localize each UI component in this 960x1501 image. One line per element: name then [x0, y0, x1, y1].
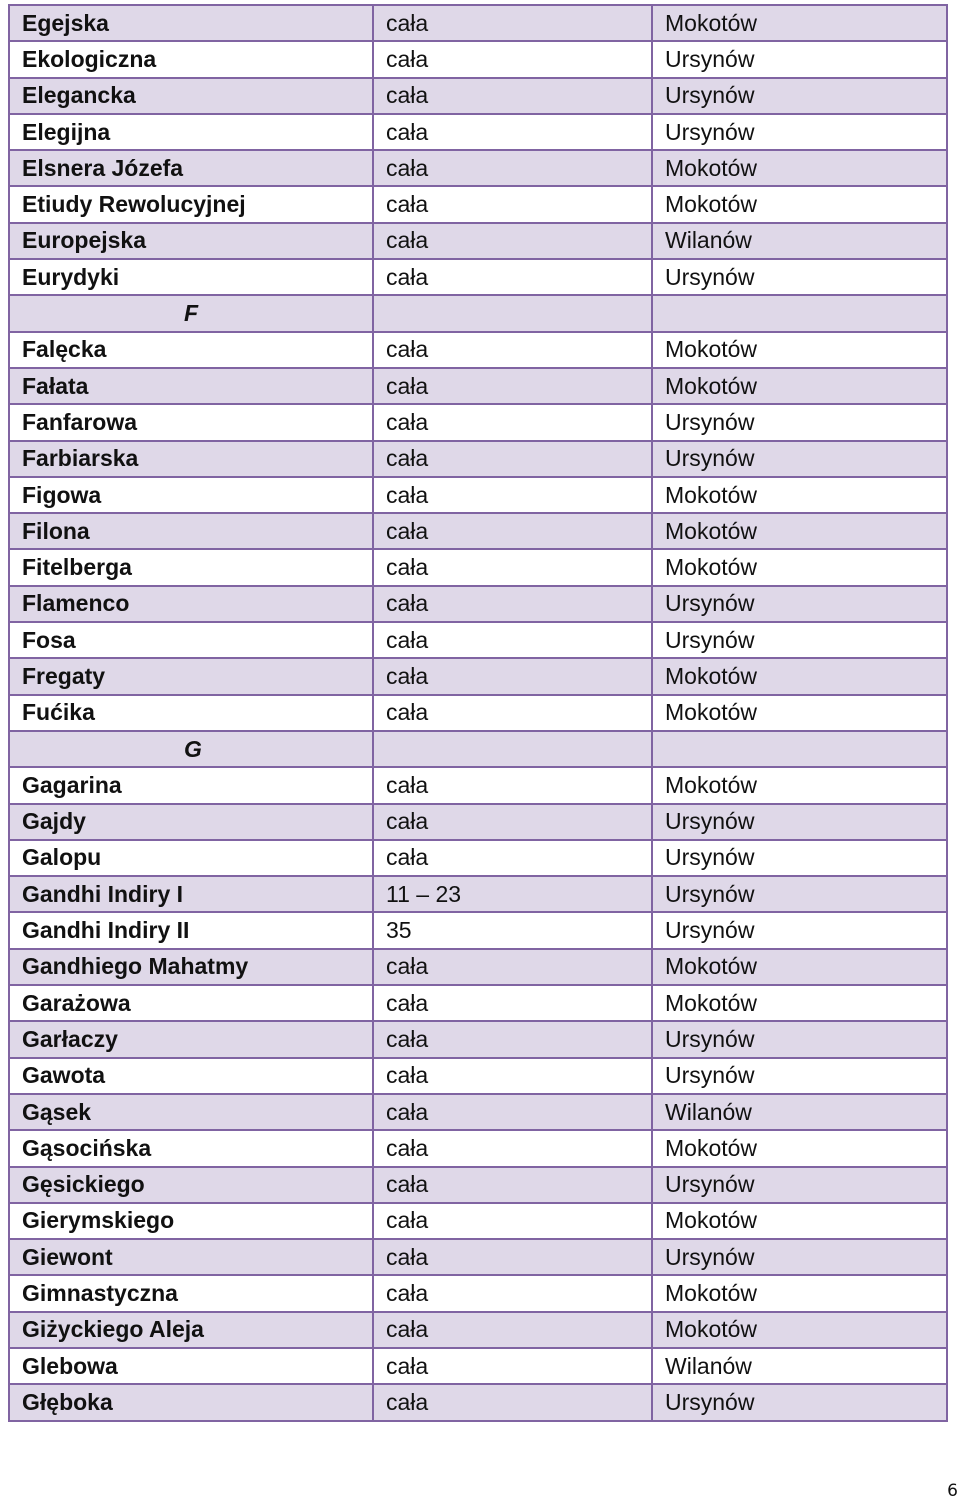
number-range-cell: cała — [373, 223, 652, 259]
table-row — [9, 114, 947, 150]
street-name-cell: Fitelberga — [9, 549, 373, 585]
table-row — [9, 912, 947, 948]
district-cell: Mokotów — [652, 1203, 947, 1239]
street-name-cell: Elegancka — [9, 78, 373, 114]
number-range-cell: cała — [373, 1058, 652, 1094]
number-range-cell: cała — [373, 404, 652, 440]
number-range-cell: cała — [373, 78, 652, 114]
street-name-cell: Fućika — [9, 695, 373, 731]
district-cell: Mokotów — [652, 658, 947, 694]
district-cell: Ursynów — [652, 1021, 947, 1057]
empty-cell — [373, 295, 652, 331]
table-row — [9, 767, 947, 803]
table-row — [9, 549, 947, 585]
street-district-table — [8, 4, 948, 1422]
street-name-cell: Elsnera Józefa — [9, 150, 373, 186]
number-range-cell: cała — [373, 622, 652, 658]
district-cell: Wilanów — [652, 1094, 947, 1130]
street-name-cell: Europejska — [9, 223, 373, 259]
street-name-cell: Eurydyki — [9, 259, 373, 295]
number-range-cell: cała — [373, 477, 652, 513]
street-name-cell: Garłaczy — [9, 1021, 373, 1057]
district-cell: Ursynów — [652, 78, 947, 114]
table-row — [9, 586, 947, 622]
district-cell: Ursynów — [652, 804, 947, 840]
district-cell: Ursynów — [652, 114, 947, 150]
empty-cell — [373, 731, 652, 767]
street-name-cell: Gawota — [9, 1058, 373, 1094]
number-range-cell: cała — [373, 1384, 652, 1420]
table-row — [9, 368, 947, 404]
street-name-cell: Gierymskiego — [9, 1203, 373, 1239]
district-cell: Wilanów — [652, 1348, 947, 1384]
street-name-cell: Garażowa — [9, 985, 373, 1021]
district-cell: Mokotów — [652, 549, 947, 585]
number-range-cell: cała — [373, 949, 652, 985]
empty-cell — [652, 295, 947, 331]
table-row — [9, 1130, 947, 1166]
street-name-cell: Gąsek — [9, 1094, 373, 1130]
street-name-cell: Falęcka — [9, 332, 373, 368]
table-body — [9, 5, 947, 1421]
table-row — [9, 1167, 947, 1203]
street-name-cell: Giżyckiego Aleja — [9, 1312, 373, 1348]
street-name-cell: Giewont — [9, 1239, 373, 1275]
letter-heading: G — [9, 731, 373, 767]
number-range-cell: cała — [373, 1239, 652, 1275]
number-range-cell: cała — [373, 441, 652, 477]
number-range-cell: cała — [373, 1021, 652, 1057]
street-name-cell: Gagarina — [9, 767, 373, 803]
table-row — [9, 695, 947, 731]
number-range-cell: cała — [373, 513, 652, 549]
district-cell: Ursynów — [652, 876, 947, 912]
street-name-cell: Farbiarska — [9, 441, 373, 477]
district-cell: Ursynów — [652, 586, 947, 622]
number-range-cell: cała — [373, 985, 652, 1021]
street-name-cell: Fałata — [9, 368, 373, 404]
number-range-cell: cała — [373, 5, 652, 41]
street-name-cell: Głęboka — [9, 1384, 373, 1420]
table-row — [9, 186, 947, 222]
number-range-cell: cała — [373, 1094, 652, 1130]
table-row — [9, 1384, 947, 1420]
district-cell: Mokotów — [652, 332, 947, 368]
street-name-cell: Etiudy Rewolucyjnej — [9, 186, 373, 222]
district-cell: Mokotów — [652, 949, 947, 985]
district-cell: Mokotów — [652, 1312, 947, 1348]
table-row — [9, 404, 947, 440]
district-cell: Ursynów — [652, 404, 947, 440]
street-name-cell: Filona — [9, 513, 373, 549]
district-cell: Ursynów — [652, 1167, 947, 1203]
number-range-cell: cała — [373, 332, 652, 368]
table-row — [9, 1094, 947, 1130]
street-name-cell: Gąsocińska — [9, 1130, 373, 1166]
page-number: 6 — [947, 1481, 958, 1501]
number-range-cell: cała — [373, 1203, 652, 1239]
street-name-cell: Gandhiego Mahatmy — [9, 949, 373, 985]
table-row — [9, 840, 947, 876]
table-row — [9, 804, 947, 840]
number-range-cell: cała — [373, 1167, 652, 1203]
number-range-cell: cała — [373, 767, 652, 803]
district-cell: Ursynów — [652, 840, 947, 876]
number-range-cell: cała — [373, 1312, 652, 1348]
street-name-cell: Fanfarowa — [9, 404, 373, 440]
number-range-cell: cała — [373, 658, 652, 694]
district-cell: Mokotów — [652, 5, 947, 41]
district-cell: Ursynów — [652, 41, 947, 77]
street-name-cell: Flamenco — [9, 586, 373, 622]
number-range-cell: 11 – 23 — [373, 876, 652, 912]
table-row — [9, 441, 947, 477]
district-cell: Mokotów — [652, 767, 947, 803]
number-range-cell: cała — [373, 259, 652, 295]
district-cell: Mokotów — [652, 513, 947, 549]
district-cell: Ursynów — [652, 1058, 947, 1094]
district-cell: Mokotów — [652, 1275, 947, 1311]
number-range-cell: cała — [373, 114, 652, 150]
number-range-cell: cała — [373, 41, 652, 77]
number-range-cell: cała — [373, 1275, 652, 1311]
district-cell: Mokotów — [652, 368, 947, 404]
district-cell: Mokotów — [652, 985, 947, 1021]
table-row — [9, 985, 947, 1021]
table-row — [9, 1312, 947, 1348]
table-row — [9, 1348, 947, 1384]
district-cell: Wilanów — [652, 223, 947, 259]
table-row — [9, 5, 947, 41]
street-name-cell: Egejska — [9, 5, 373, 41]
table-row — [9, 622, 947, 658]
street-name-cell: Gajdy — [9, 804, 373, 840]
street-name-cell: Gandhi Indiry II — [9, 912, 373, 948]
table-row — [9, 949, 947, 985]
table-row — [9, 477, 947, 513]
street-name-cell: Ekologiczna — [9, 41, 373, 77]
number-range-cell: cała — [373, 186, 652, 222]
district-cell: Mokotów — [652, 1130, 947, 1166]
street-name-cell: Figowa — [9, 477, 373, 513]
district-cell: Mokotów — [652, 186, 947, 222]
number-range-cell: cała — [373, 586, 652, 622]
letter-heading: F — [9, 295, 373, 331]
number-range-cell: cała — [373, 695, 652, 731]
table-row — [9, 513, 947, 549]
table-row — [9, 259, 947, 295]
district-cell: Ursynów — [652, 1384, 947, 1420]
street-name-cell: Gęsickiego — [9, 1167, 373, 1203]
district-cell: Mokotów — [652, 477, 947, 513]
letter-header-row — [9, 295, 947, 331]
district-cell: Ursynów — [652, 441, 947, 477]
empty-cell — [652, 731, 947, 767]
table-row — [9, 223, 947, 259]
table-row — [9, 332, 947, 368]
district-cell: Ursynów — [652, 622, 947, 658]
number-range-cell: cała — [373, 549, 652, 585]
table-row — [9, 1203, 947, 1239]
table-row — [9, 1021, 947, 1057]
district-cell: Mokotów — [652, 150, 947, 186]
table-row — [9, 41, 947, 77]
district-cell: Ursynów — [652, 912, 947, 948]
street-name-cell: Fosa — [9, 622, 373, 658]
street-name-cell: Galopu — [9, 840, 373, 876]
district-cell: Ursynów — [652, 259, 947, 295]
street-name-cell: Glebowa — [9, 1348, 373, 1384]
table-row — [9, 1275, 947, 1311]
table-row — [9, 1058, 947, 1094]
number-range-cell: cała — [373, 1348, 652, 1384]
table-row — [9, 78, 947, 114]
table-row — [9, 658, 947, 694]
number-range-cell: cała — [373, 1130, 652, 1166]
number-range-cell: cała — [373, 150, 652, 186]
district-cell: Ursynów — [652, 1239, 947, 1275]
district-cell: Mokotów — [652, 695, 947, 731]
letter-header-row — [9, 731, 947, 767]
number-range-cell: cała — [373, 804, 652, 840]
street-name-cell: Gandhi Indiry I — [9, 876, 373, 912]
number-range-cell: cała — [373, 368, 652, 404]
street-name-cell: Fregaty — [9, 658, 373, 694]
table-row — [9, 876, 947, 912]
street-name-cell: Elegijna — [9, 114, 373, 150]
number-range-cell: cała — [373, 840, 652, 876]
number-range-cell: 35 — [373, 912, 652, 948]
table-row — [9, 150, 947, 186]
table-row — [9, 1239, 947, 1275]
street-name-cell: Gimnastyczna — [9, 1275, 373, 1311]
